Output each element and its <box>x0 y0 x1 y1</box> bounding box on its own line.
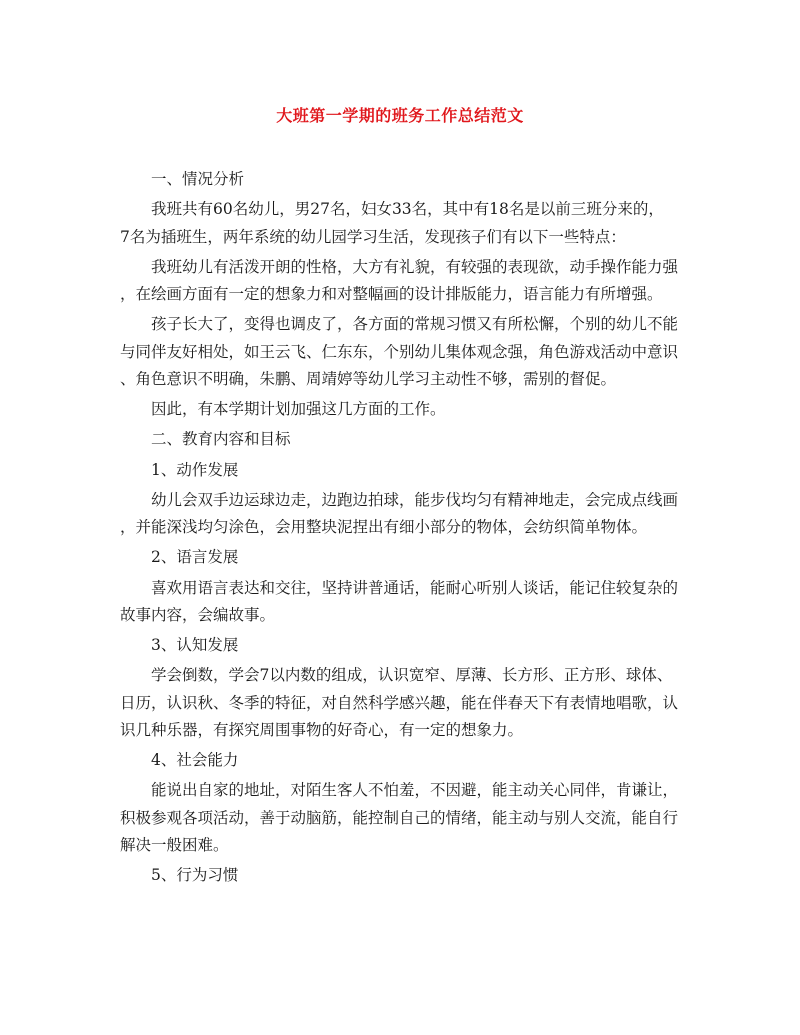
document-title: 大班第一学期的班务工作总结范文 <box>276 106 524 125</box>
paragraph-motor-development: 幼儿会双手边运球边走，边跑边拍球，能步伐均匀有精神地走，会完成点线画 ，并能深浅均匀涂色，会用整块泥捏出有细小部分的物体，会纺织简单物体。 <box>120 490 679 537</box>
subheading-behavior-habits: 5、行为习惯 <box>151 866 239 885</box>
section-heading-education-goals: 二、教育内容和目标 <box>151 430 291 449</box>
paragraph-weaknesses: 孩子长大了，变得也调皮了，各方面的常规习惯又有所松懈，个别的幼儿不能 与同伴友好相处，如王云飞、仁东东，个别幼儿集体观念强，角色游戏活动中意识 、角色意识不明确，朱鹏、周靖婷等幼儿学习主动性不够，需别的督促。 <box>120 315 679 388</box>
paragraph-strengths: 我班幼儿有活泼开朗的性格，大方有礼貌，有较强的表现欲，动手操作能力强 ，在绘画方面有一定的想象力和对整幅画的设计排版能力，语言能力有所增强。 <box>120 257 679 303</box>
subheading-social-ability: 4、社会能力 <box>151 751 239 770</box>
paragraph-language-development: 喜欢用语言表达和交往，坚持讲普通话，能耐心听别人谈话，能记住较复杂的 故事内容，会编故事。 <box>120 578 679 624</box>
section-heading-situation-analysis: 一、情况分析 <box>151 170 245 188</box>
paragraph-class-composition: 我班共有60名幼儿，男27名，妇女33名，其中有18名是以前三班分来的， 7名为插班生，两年系统的幼儿园学习生活，发现孩子们有以下一些特点： <box>120 200 664 246</box>
document-body <box>120 166 682 892</box>
paragraph-conclusion: 因此，有本学期计划加强这几方面的工作。 <box>151 400 446 418</box>
subheading-motor-development: 1、动作发展 <box>151 460 239 479</box>
paragraph-social-ability: 能说出自家的地址，对陌生客人不怕羞，不因避，能主动关心同伴，肯谦让， 积极参观各项活动，善于动脑筋，能控制自己的情绪，能主动与别人交流，能自行 解决一般困难。 <box>120 781 679 854</box>
paragraph-cognitive-development: 学会倒数，学会7以内数的组成，认识宽窄、厚薄、长方形、正方形、球体、 日历，认识秋、冬季的特征，对自然科学感兴趣，能在伴春天下有表情地唱歌，认 识几种乐器，有探究周围事物的好奇心，有一定的想象力。 <box>120 666 679 739</box>
subheading-language-development: 2、语言发展 <box>151 548 239 567</box>
subheading-cognitive-development: 3、认知发展 <box>151 636 239 655</box>
